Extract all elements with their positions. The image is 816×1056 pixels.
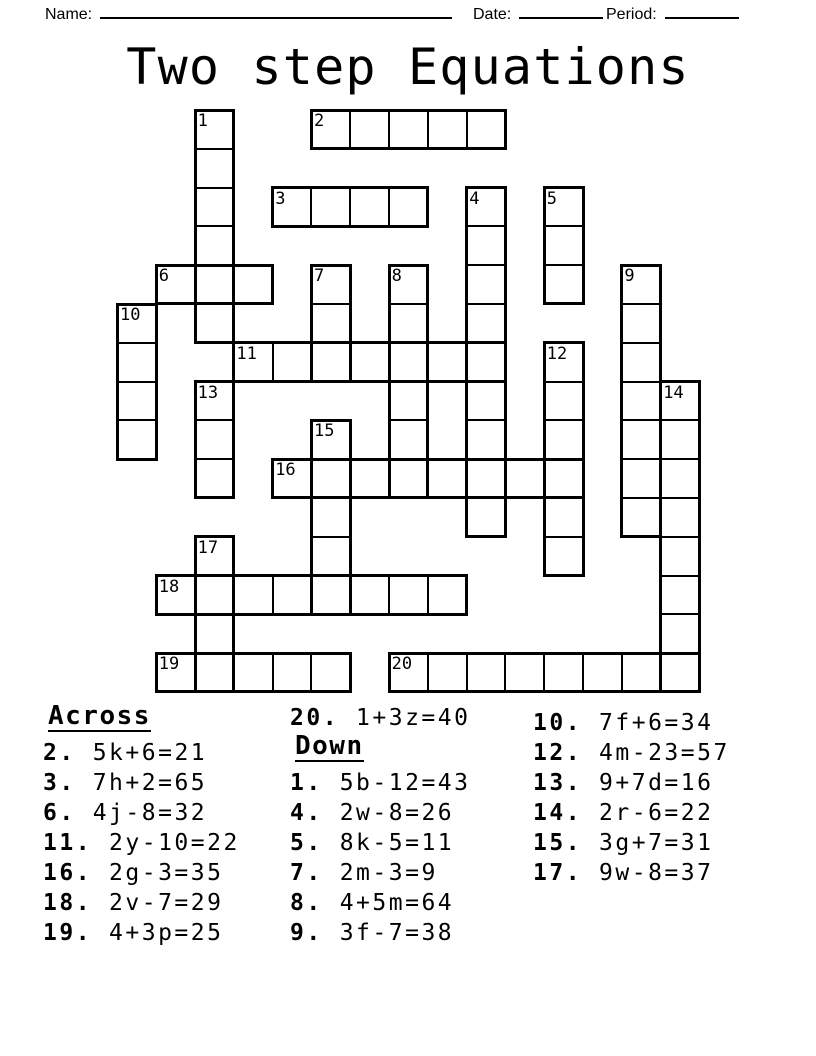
- clue-number: 15.: [533, 830, 583, 856]
- clue-column-middle: [290, 703, 470, 948]
- page-title: Two step Equations: [126, 38, 690, 96]
- cell-divider: [194, 267, 196, 303]
- cell-divider: [621, 655, 623, 691]
- clue-18: [43, 888, 240, 918]
- clue-equation: 5k+6=21: [92, 740, 208, 766]
- clue-column-across: [43, 703, 240, 948]
- cell-divider: [546, 536, 582, 538]
- cell-divider: [504, 655, 506, 691]
- cell-divider: [468, 264, 504, 266]
- cell-number-4: 4: [469, 188, 480, 209]
- cell-number-19: 19: [158, 654, 180, 675]
- cell-number-5: 5: [546, 188, 558, 209]
- cell-divider: [310, 189, 312, 225]
- clue-column-right: [533, 703, 730, 888]
- date-label: Date:: [473, 6, 512, 23]
- word-3-across: [271, 186, 429, 228]
- clue-20: [290, 703, 470, 733]
- clue-equation: 9+7d=16: [599, 770, 714, 796]
- cell-divider: [388, 461, 390, 497]
- cell-divider: [194, 655, 196, 691]
- clue-16: [43, 858, 240, 888]
- cell-divider: [466, 655, 468, 691]
- cell-divider: [388, 344, 390, 380]
- clue-number: 17.: [533, 860, 583, 886]
- clue-8: [290, 888, 470, 918]
- cell-divider: [427, 344, 429, 380]
- clue-number: 1.: [290, 770, 323, 796]
- clue-equation: 2y-10=22: [109, 830, 240, 856]
- cell-divider: [233, 267, 235, 303]
- cell-divider: [466, 344, 468, 380]
- cell-number-16: 16: [275, 460, 296, 481]
- clue-equation: 7h+2=65: [92, 770, 208, 796]
- cell-divider: [349, 577, 351, 613]
- clue-number: 13.: [533, 770, 583, 796]
- period-label: Period:: [606, 6, 657, 23]
- cell-divider: [197, 225, 233, 227]
- clue-number: 6.: [43, 800, 76, 826]
- cell-divider: [623, 458, 659, 460]
- cell-divider: [388, 189, 390, 225]
- cell-divider: [349, 189, 351, 225]
- clue-number: 18.: [43, 890, 93, 916]
- cell-number-13: 13: [197, 382, 219, 403]
- cell-number-10: 10: [120, 305, 141, 325]
- clue-equation: 4+5m=64: [339, 890, 455, 916]
- cell-divider: [543, 655, 545, 691]
- cell-divider: [427, 577, 429, 613]
- cell-divider: [623, 381, 659, 383]
- cell-divider: [349, 344, 351, 380]
- clue-number: 14.: [533, 800, 583, 826]
- cell-number-12: 12: [546, 343, 568, 364]
- cell-divider: [468, 225, 504, 227]
- clues-header-text: Down: [295, 731, 364, 761]
- clue-number: 5.: [290, 830, 323, 856]
- cell-divider: [310, 344, 312, 380]
- cell-divider: [272, 344, 274, 380]
- cell-divider: [662, 613, 698, 615]
- cell-number-18: 18: [158, 576, 180, 597]
- cell-divider: [313, 303, 349, 305]
- cell-number-15: 15: [314, 421, 335, 442]
- cell-divider: [466, 112, 468, 148]
- word-10-down: [116, 303, 158, 461]
- cell-divider: [197, 458, 233, 460]
- cell-divider: [349, 461, 351, 497]
- cell-divider: [662, 536, 698, 538]
- cell-divider: [119, 419, 155, 421]
- clue-10: [533, 708, 730, 738]
- cell-divider: [233, 577, 235, 613]
- word-2-across: [310, 109, 507, 151]
- cell-divider: [662, 497, 698, 499]
- clue-3: [43, 768, 240, 798]
- clue-equation: 3f-7=38: [339, 920, 455, 946]
- cell-divider: [662, 575, 698, 577]
- clue-7: [290, 858, 470, 888]
- cell-divider: [468, 303, 504, 305]
- word-11-across: [232, 341, 507, 383]
- cell-number-6: 6: [158, 266, 170, 287]
- cell-divider: [197, 148, 233, 150]
- cell-divider: [623, 342, 659, 344]
- cell-divider: [119, 342, 155, 344]
- name-label: Name:: [45, 6, 93, 23]
- clue-5: [290, 828, 470, 858]
- word-9-down: [620, 264, 662, 539]
- cell-divider: [388, 112, 390, 148]
- cell-number-7: 7: [314, 266, 325, 287]
- word-20-across: [388, 652, 701, 694]
- clue-11: [43, 828, 240, 858]
- clue-equation: 3g+7=31: [599, 830, 714, 856]
- cell-number-8: 8: [391, 266, 402, 287]
- clue-number: 3.: [43, 770, 76, 796]
- clue-equation: 2w-8=26: [339, 800, 455, 826]
- clue-13: [533, 768, 730, 798]
- cell-divider: [662, 458, 698, 460]
- clue-equation: 2v-7=29: [109, 890, 224, 916]
- clue-equation: 5b-12=43: [339, 770, 471, 796]
- clue-number: 4.: [290, 800, 323, 826]
- cell-divider: [272, 577, 274, 613]
- clue-9: [290, 918, 470, 948]
- clue-number: 20.: [290, 705, 340, 731]
- cell-divider: [427, 461, 429, 497]
- cell-divider: [623, 497, 659, 499]
- clue-19: [43, 918, 240, 948]
- cell-divider: [310, 461, 312, 497]
- cell-divider: [546, 381, 582, 383]
- clue-4: [290, 798, 470, 828]
- clue-number: 19.: [43, 920, 93, 946]
- word-19-across: [155, 652, 352, 694]
- cell-divider: [349, 112, 351, 148]
- clue-equation: 9w-8=37: [599, 860, 714, 886]
- cell-divider: [468, 419, 504, 421]
- word-18-across: [155, 574, 468, 616]
- cell-divider: [313, 536, 349, 538]
- cell-divider: [466, 461, 468, 497]
- cell-number-1: 1: [197, 111, 208, 131]
- cell-divider: [391, 303, 427, 305]
- clue-equation: 4j-8=32: [92, 800, 208, 826]
- cell-divider: [546, 264, 582, 266]
- clue-6: [43, 798, 240, 828]
- clue-17: [533, 858, 730, 888]
- cell-number-14: 14: [663, 382, 684, 403]
- clue-equation: 4m-23=57: [599, 740, 730, 766]
- cell-divider: [310, 655, 312, 691]
- clue-equation: 8k-5=11: [339, 830, 455, 856]
- cell-number-20: 20: [391, 654, 413, 675]
- cell-divider: [233, 655, 235, 691]
- clue-equation: 2m-3=9: [339, 860, 438, 886]
- clue-1: [290, 768, 470, 798]
- cell-divider: [427, 112, 429, 148]
- cell-divider: [623, 419, 659, 421]
- word-6-across: [155, 264, 274, 306]
- cell-divider: [388, 577, 390, 613]
- cell-divider: [194, 577, 196, 613]
- cell-divider: [662, 419, 698, 421]
- cell-divider: [546, 225, 582, 227]
- clue-number: 10.: [533, 710, 583, 736]
- cell-divider: [623, 303, 659, 305]
- clue-number: 2.: [43, 740, 76, 766]
- cell-divider: [197, 187, 233, 189]
- clue-number: 11.: [43, 830, 93, 856]
- clue-number: 12.: [533, 740, 583, 766]
- clue-14: [533, 798, 730, 828]
- word-1-down: [194, 109, 236, 345]
- cell-divider: [391, 419, 427, 421]
- cell-number-2: 2: [314, 111, 325, 131]
- cell-divider: [272, 655, 274, 691]
- cell-divider: [197, 419, 233, 421]
- cell-divider: [310, 577, 312, 613]
- clue-equation: 2g-3=35: [109, 860, 224, 886]
- clue-2: [43, 738, 240, 768]
- cell-divider: [546, 419, 582, 421]
- clue-number: 8.: [290, 890, 323, 916]
- cell-number-9: 9: [624, 266, 635, 287]
- cell-divider: [660, 655, 662, 691]
- word-14-down: [659, 380, 701, 693]
- cell-divider: [427, 655, 429, 691]
- word-16-across: [271, 458, 584, 500]
- clue-equation: 1+3z=40: [356, 705, 471, 731]
- clues-header-across: [43, 703, 240, 738]
- cell-divider: [119, 381, 155, 383]
- cell-number-3: 3: [275, 188, 286, 209]
- clue-number: 9.: [290, 920, 323, 946]
- cell-number-17: 17: [197, 537, 219, 558]
- clue-equation: 2r-6=22: [599, 800, 714, 826]
- clues-header-text: Across: [48, 701, 151, 731]
- cell-divider: [504, 461, 506, 497]
- clue-number: 16.: [43, 860, 93, 886]
- clue-number: 7.: [290, 860, 323, 886]
- cell-number-11: 11: [236, 343, 257, 364]
- clue-12: [533, 738, 730, 768]
- clues-header-down: [290, 733, 470, 768]
- clue-equation: 7f+6=34: [599, 710, 714, 736]
- cell-divider: [543, 461, 545, 497]
- clue-15: [533, 828, 730, 858]
- clue-equation: 4+3p=25: [109, 920, 224, 946]
- cell-divider: [582, 655, 584, 691]
